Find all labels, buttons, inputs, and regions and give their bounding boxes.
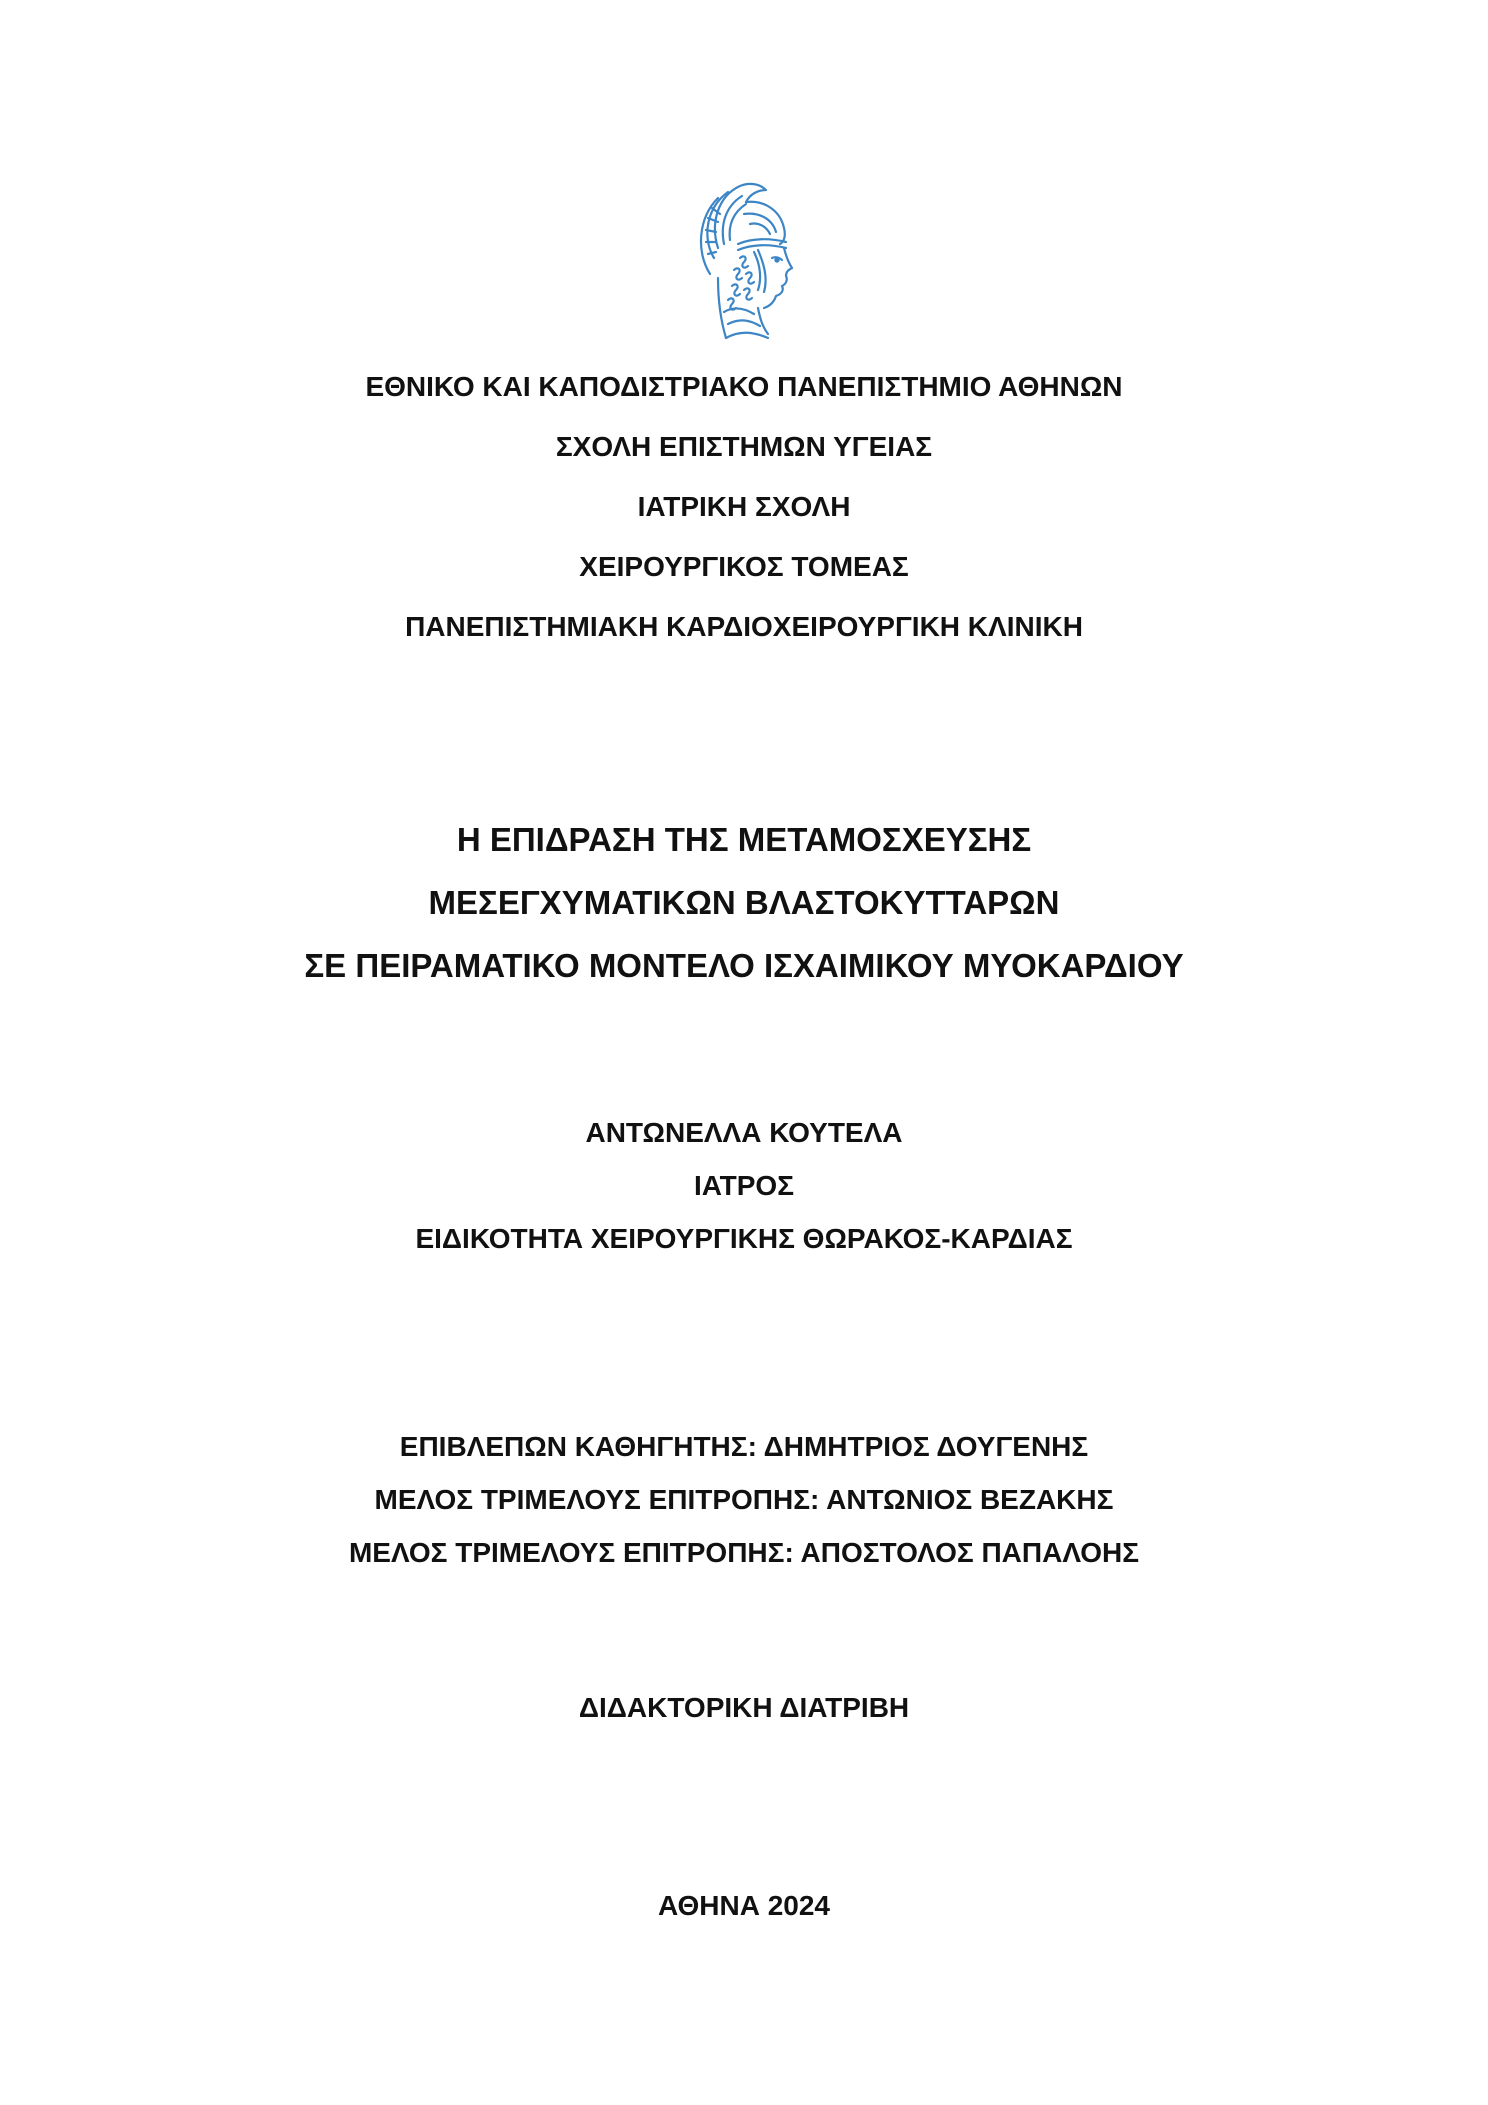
thesis-title-line-3: ΣΕ ΠΕΙΡΑΜΑΤΙΚΟ ΜΟΝΤΕΛΟ ΙΣΧΑΙΜΙΚΟΥ ΜΥΟΚΑΡΔΙΟΥ (304, 947, 1184, 984)
supervisor: ΕΠΙΒΛΕΠΩΝ ΚΑΘΗΓΗΤΗΣ: ΔΗΜΗΤΡΙΟΣ ΔΟΥΓΕΝΗΣ (399, 1431, 1089, 1462)
author-name: ΑΝΤΩΝΕΛΛΑ ΚΟΥΤΕΛΑ (585, 1117, 903, 1148)
document-type: ΔΙΔΑΚΤΟΡΙΚΗ ΔΙΑΤΡΙΒΗ (578, 1692, 910, 1723)
thesis-title-line-2: ΜΕΣΕΓΧΥΜΑΤΙΚΩΝ ΒΛΑΣΤΟΚΥΤΤΑΡΩΝ (428, 884, 1060, 921)
thesis-title-line-1: Η ΕΠΙΔΡΑΣΗ ΤΗΣ ΜΕΤΑΜΟΣΧΕΥΣΗΣ (456, 821, 1032, 858)
author-specialty: ΕΙΔΙΚΟΤΗΤΑ ΧΕΙΡΟΥΡΓΙΚΗΣ ΘΩΡΑΚΟΣ-ΚΑΡΔΙΑΣ (415, 1223, 1073, 1254)
place-year: ΑΘΗΝΑ 2024 (658, 1890, 830, 1921)
institution-faculty: ΙΑΤΡΙΚΗ ΣΧΟΛΗ (637, 491, 851, 522)
athena-helmet-emblem-icon (688, 178, 800, 342)
institution-department: ΧΕΙΡΟΥΡΓΙΚΟΣ ΤΟΜΕΑΣ (579, 551, 909, 582)
author-profession: ΙΑΤΡΟΣ (693, 1170, 795, 1201)
institution-school: ΣΧΟΛΗ ΕΠΙΣΤΗΜΩΝ ΥΓΕΙΑΣ (555, 431, 933, 462)
committee-member-2: ΜΕΛΟΣ ΤΡΙΜΕΛΟΥΣ ΕΠΙΤΡΟΠΗΣ: ΑΠΟΣΤΟΛΟΣ ΠΑΠΑΛΟΗΣ (348, 1537, 1140, 1568)
committee-member-1: ΜΕΛΟΣ ΤΡΙΜΕΛΟΥΣ ΕΠΙΤΡΟΠΗΣ: ΑΝΤΩΝΙΟΣ ΒΕΖΑΚΗΣ (374, 1484, 1114, 1515)
institution-clinic: ΠΑΝΕΠΙΣΤΗΜΙΑΚΗ ΚΑΡΔΙΟΧΕΙΡΟΥΡΓΙΚΗ ΚΛΙΝΙΚΗ (405, 611, 1083, 642)
institution-university: ΕΘΝΙΚΟ ΚΑΙ ΚΑΠΟΔΙΣΤΡΙΑΚΟ ΠΑΝΕΠΙΣΤΗΜΙΟ ΑΘΗΝΩΝ (365, 371, 1123, 402)
